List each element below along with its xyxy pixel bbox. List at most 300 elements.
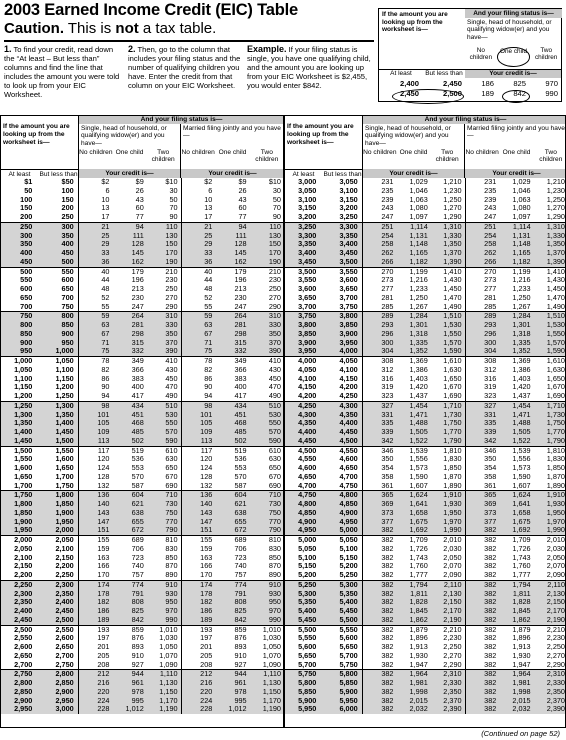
married-no-children-cell: 13 bbox=[204, 203, 213, 213]
single-one-child-cell: 927 bbox=[131, 659, 144, 669]
at-least-cell: 3,200 bbox=[298, 212, 317, 221]
at-least-cell: 3,100 bbox=[298, 194, 317, 204]
single-no-children-cell: 98 bbox=[78, 401, 112, 410]
married-no-children-cell: 382 bbox=[484, 642, 497, 651]
single-two-children-cell: 1,090 bbox=[147, 661, 181, 670]
single-two-children-cell: 1,170 bbox=[147, 697, 181, 706]
single-one-child-cell: 315 bbox=[113, 339, 147, 348]
single-two-children-cell: 650 bbox=[147, 464, 181, 473]
married-one-child-cell: 757 bbox=[234, 570, 247, 579]
single-no-children-cell: 382 bbox=[362, 670, 396, 679]
single-one-child-cell: 1,896 bbox=[409, 633, 428, 643]
instruction-example: Example. If your filing status is single, you have one qualifying child, and the amount you are looking up from your EIC Worksheet is $2,455, you would enter $842. bbox=[247, 44, 371, 90]
single-no-children-cell: 281 bbox=[381, 292, 394, 302]
single-no-children-cell: 382 bbox=[362, 616, 396, 625]
married-no-children-cell: 382 bbox=[484, 561, 497, 571]
married-no-children-cell: 235 bbox=[484, 185, 497, 195]
single-two-children-cell: 2,190 bbox=[431, 616, 465, 625]
married-no-children-cell: 201 bbox=[200, 642, 213, 651]
at-least-cell: 5,900 bbox=[284, 697, 319, 706]
married-no-children-cell: 339 bbox=[465, 428, 499, 437]
single-no-children-cell: 369 bbox=[362, 500, 396, 509]
group-single-label: Single, head of household, or qualifying widow(er) and you have— bbox=[79, 124, 181, 148]
single-one-child-cell: 1,658 bbox=[397, 509, 431, 518]
but-less-than-cell: 5,100 bbox=[319, 545, 362, 554]
single-no-children-cell: 312 bbox=[381, 364, 394, 374]
married-one-child-cell: 944 bbox=[215, 670, 249, 679]
but-less-than-cell: 1,600 bbox=[35, 455, 78, 464]
married-no-children-cell: 266 bbox=[465, 258, 499, 267]
married-one-child-cell: 808 bbox=[215, 598, 249, 607]
single-one-child-cell: 519 bbox=[113, 446, 147, 455]
married-no-children-cell: 270 bbox=[465, 267, 499, 276]
but-less-than-cell: 1,950 bbox=[35, 518, 78, 527]
married-no-children-cell: 197 bbox=[200, 633, 213, 643]
credit-header: Your credit is— bbox=[79, 169, 181, 178]
single-one-child-cell: 1,471 bbox=[397, 411, 431, 420]
married-no-children-cell: 120 bbox=[200, 454, 213, 464]
single-no-children-cell: 208 bbox=[97, 659, 110, 669]
single-no-children-cell: 308 bbox=[362, 357, 396, 366]
but-less-than-cell: 5,200 bbox=[319, 562, 362, 571]
but-less-than-cell: 2,600 bbox=[35, 634, 78, 643]
married-one-child-cell: 995 bbox=[215, 697, 249, 706]
married-one-child-cell: 927 bbox=[234, 659, 247, 669]
table-row bbox=[284, 571, 566, 580]
married-no-children-cell: 78 bbox=[181, 357, 215, 366]
married-two-children-cell: 1,030 bbox=[262, 633, 281, 643]
single-one-child-cell: 1,726 bbox=[409, 543, 428, 553]
married-one-child-cell: 1,896 bbox=[512, 633, 531, 643]
but-less-than-cell: 450 bbox=[35, 249, 78, 258]
married-one-child-cell: 876 bbox=[234, 633, 247, 643]
single-one-child-cell: 1,845 bbox=[397, 607, 431, 616]
married-columns: No children One child Two children bbox=[465, 149, 563, 163]
at-least-cell: 1,450 bbox=[0, 437, 35, 446]
married-no-children-cell: 382 bbox=[465, 598, 499, 607]
married-no-children-cell: 174 bbox=[181, 580, 215, 589]
married-one-child-cell: 1,692 bbox=[499, 526, 533, 535]
single-two-children-cell: 970 bbox=[147, 607, 181, 616]
married-one-child-cell: 417 bbox=[234, 391, 247, 400]
at-least-cell: 450 bbox=[0, 258, 35, 267]
married-two-children-cell: 2,050 bbox=[546, 552, 565, 562]
single-no-children-cell: 178 bbox=[78, 590, 112, 599]
but-less-than-cell: 4,250 bbox=[319, 392, 362, 401]
amount-label: If the amount you are looking up from the worksheet is— bbox=[284, 115, 363, 169]
married-no-children-cell: 293 bbox=[465, 321, 499, 330]
single-one-child-cell: 1,029 bbox=[409, 177, 428, 186]
married-two-children-cell: 1,830 bbox=[546, 454, 565, 464]
at-least-cell: 3,300 bbox=[284, 232, 319, 241]
single-two-children-cell: 2,370 bbox=[431, 697, 465, 706]
single-no-children-cell: 25 bbox=[78, 232, 112, 241]
but-less-than-cell: 6,000 bbox=[319, 705, 362, 714]
married-one-child-cell: 1,386 bbox=[512, 364, 531, 374]
table-row bbox=[284, 392, 566, 401]
married-one-child-cell: 1,403 bbox=[512, 373, 531, 383]
filing-status-header: And your filing status is— bbox=[363, 115, 566, 124]
married-two-children-cell: 1,510 bbox=[534, 312, 566, 321]
married-two-children-cell: 2,190 bbox=[534, 616, 566, 625]
single-two-children-cell: 2,110 bbox=[431, 580, 465, 589]
single-no-children-cell: 155 bbox=[78, 536, 112, 545]
single-one-child-cell: 944 bbox=[113, 670, 147, 679]
married-two-children-cell: 250 bbox=[268, 284, 281, 293]
but-less-than-cell: 4,600 bbox=[319, 455, 362, 464]
married-no-children-cell: 308 bbox=[465, 357, 499, 366]
continued-note: (Continued on page 52) bbox=[481, 729, 560, 738]
single-one-child-cell: 1,488 bbox=[397, 419, 431, 428]
but-less-than-cell: 3,000 bbox=[35, 705, 78, 714]
single-one-child-cell: 451 bbox=[113, 411, 147, 420]
single-two-children-cell: 630 bbox=[147, 455, 181, 464]
married-no-children-cell: 44 bbox=[204, 275, 213, 285]
single-no-children-cell: 136 bbox=[78, 491, 112, 500]
single-no-children-cell: 75 bbox=[78, 347, 112, 356]
married-no-children-cell: 350 bbox=[484, 454, 497, 464]
at-least-cell: 200 bbox=[20, 212, 33, 221]
single-two-children-cell: 1,670 bbox=[431, 383, 465, 392]
married-no-children-cell: 331 bbox=[465, 411, 499, 420]
single-one-child-cell: 553 bbox=[131, 463, 144, 472]
single-two-children-cell: 50 bbox=[147, 196, 181, 205]
married-no-children-cell: 382 bbox=[465, 616, 499, 625]
married-two-children-cell: 1,570 bbox=[534, 339, 566, 348]
range-columns: At least But less than bbox=[284, 169, 363, 178]
single-two-children-cell: 190 bbox=[147, 258, 181, 267]
example-col-no-children: No children bbox=[469, 47, 493, 61]
single-one-child-cell: 1,539 bbox=[397, 446, 431, 455]
single-one-child-cell: 1,964 bbox=[397, 670, 431, 679]
single-one-child-cell: 1,981 bbox=[397, 679, 431, 688]
example-box bbox=[378, 8, 562, 102]
single-one-child-cell: 961 bbox=[113, 679, 147, 688]
married-two-children-cell: 850 bbox=[268, 552, 281, 562]
married-one-child-cell: 1,488 bbox=[499, 419, 533, 428]
married-two-children-cell: 1,750 bbox=[534, 419, 566, 428]
at-least-cell: 1,000 bbox=[0, 357, 35, 366]
married-two-children-cell: 330 bbox=[250, 321, 284, 330]
married-two-children-cell: 230 bbox=[268, 275, 281, 285]
married-no-children-cell: 117 bbox=[181, 446, 215, 455]
married-no-children-cell: 335 bbox=[465, 419, 499, 428]
married-two-children-cell: 90 bbox=[272, 212, 281, 221]
married-no-children-cell: 101 bbox=[181, 411, 215, 420]
married-two-children-cell: 2,110 bbox=[534, 580, 566, 589]
single-two-children-cell: 750 bbox=[147, 509, 181, 518]
married-one-child-cell: 1,046 bbox=[512, 185, 531, 195]
at-least-cell: 2,300 bbox=[0, 590, 35, 599]
married-no-children-cell: 369 bbox=[465, 500, 499, 509]
but-less-than-cell: 3,350 bbox=[319, 232, 362, 241]
single-no-children-cell: 350 bbox=[381, 454, 394, 464]
but-less-than-cell: 4,300 bbox=[319, 401, 362, 410]
single-one-child-cell: 1,505 bbox=[397, 428, 431, 437]
single-two-children-cell: 1,550 bbox=[431, 330, 465, 339]
married-two-children-cell: 2,250 bbox=[546, 642, 565, 651]
single-two-children-cell: 1,730 bbox=[431, 411, 465, 420]
single-two-children-cell: 1,790 bbox=[431, 437, 465, 446]
single-one-child-cell: 417 bbox=[131, 391, 144, 400]
married-no-children-cell: 382 bbox=[465, 590, 499, 599]
single-one-child-cell: 808 bbox=[113, 598, 147, 607]
married-one-child-cell: 1,862 bbox=[499, 616, 533, 625]
but-less-than-cell: 4,850 bbox=[319, 500, 362, 509]
married-one-child-cell: 1,029 bbox=[512, 177, 531, 186]
single-no-children-cell: 231 bbox=[381, 177, 394, 186]
single-one-child-cell: 1,879 bbox=[397, 625, 431, 634]
married-one-child-cell: 961 bbox=[215, 679, 249, 688]
married-two-children-cell: 510 bbox=[250, 401, 284, 410]
married-one-child-cell: 1,216 bbox=[512, 275, 531, 285]
at-least-cell: 1,150 bbox=[14, 382, 33, 392]
married-one-child-cell: 1,743 bbox=[512, 552, 531, 562]
single-two-children-cell: 1,310 bbox=[431, 222, 465, 231]
married-no-children-cell: $2 bbox=[204, 177, 213, 186]
married-two-children-cell: 990 bbox=[250, 616, 284, 625]
caution-line: Caution. This is not a tax table. bbox=[4, 20, 217, 37]
single-no-children-cell: 197 bbox=[97, 633, 110, 643]
married-one-child-cell: 1,845 bbox=[499, 607, 533, 616]
at-least-cell: 4,900 bbox=[284, 518, 319, 527]
married-no-children-cell: 312 bbox=[484, 364, 497, 374]
single-no-children-cell: 339 bbox=[362, 428, 396, 437]
married-no-children-cell: 382 bbox=[484, 570, 497, 579]
single-no-children-cell: 143 bbox=[78, 509, 112, 518]
at-least-cell: 3,250 bbox=[284, 222, 319, 231]
married-one-child-cell: 43 bbox=[238, 194, 247, 204]
but-less-than-cell: 4,200 bbox=[319, 383, 362, 392]
single-no-children-cell: 361 bbox=[381, 480, 394, 490]
single-no-children-cell: 17 bbox=[101, 212, 110, 221]
married-no-children-cell: 36 bbox=[181, 258, 215, 267]
single-two-children-cell: 1,030 bbox=[147, 634, 181, 643]
at-least-cell: 5,050 bbox=[298, 543, 317, 553]
but-less-than-cell: 3,300 bbox=[319, 222, 362, 231]
credit-header: Your credit is— bbox=[181, 169, 284, 178]
but-less-than-cell: 5,350 bbox=[319, 590, 362, 599]
single-one-child-cell: 2,015 bbox=[397, 697, 431, 706]
married-two-children-cell: 50 bbox=[272, 194, 281, 204]
married-one-child-cell: 196 bbox=[234, 275, 247, 285]
but-less-than-cell: 3,500 bbox=[319, 258, 362, 267]
single-one-child-cell: 1,573 bbox=[409, 463, 428, 472]
at-least-cell: 650 bbox=[20, 292, 33, 302]
married-two-children-cell: 1,530 bbox=[534, 321, 566, 330]
but-less-than-cell: 5,550 bbox=[319, 625, 362, 634]
married-two-children-cell: $10 bbox=[268, 177, 281, 186]
single-one-child-cell: 1,097 bbox=[409, 212, 428, 221]
married-no-children-cell: 63 bbox=[181, 321, 215, 330]
single-no-children-cell: 212 bbox=[78, 670, 112, 679]
single-no-children-cell: 243 bbox=[381, 203, 394, 213]
but-less-than-cell: 2,250 bbox=[35, 571, 78, 580]
single-two-children-cell: 2,010 bbox=[431, 536, 465, 545]
single-one-child-cell: 1,199 bbox=[397, 267, 431, 276]
but-less-than-cell: 4,350 bbox=[319, 411, 362, 420]
example-col-two-children: Two children bbox=[534, 47, 558, 61]
married-no-children-cell: 300 bbox=[465, 339, 499, 348]
credit-header: Your credit is— bbox=[465, 169, 566, 178]
at-least-cell: 550 bbox=[20, 275, 33, 285]
married-no-children-cell: 109 bbox=[181, 428, 215, 437]
at-least-cell: 2,350 bbox=[0, 598, 35, 607]
single-no-children-cell: 67 bbox=[78, 330, 112, 339]
single-no-children-cell: 382 bbox=[362, 607, 396, 616]
single-no-children-cell: 128 bbox=[97, 471, 110, 481]
single-no-children-cell: 296 bbox=[362, 330, 396, 339]
but-less-than-cell: 900 bbox=[35, 330, 78, 339]
married-two-children-cell: 1,210 bbox=[546, 177, 565, 186]
married-one-child-cell: 1,658 bbox=[499, 509, 533, 518]
at-least-cell: 2,950 bbox=[0, 705, 35, 714]
single-no-children-cell: 170 bbox=[97, 570, 110, 579]
but-less-than-cell: 2,300 bbox=[35, 580, 78, 589]
but-less-than-cell: 2,350 bbox=[35, 590, 78, 599]
married-two-children-cell: 1,970 bbox=[534, 518, 566, 527]
married-no-children-cell: 382 bbox=[465, 536, 499, 545]
married-no-children-cell: 10 bbox=[204, 194, 213, 204]
single-no-children-cell: 382 bbox=[362, 536, 396, 545]
credit-table-left bbox=[0, 178, 284, 714]
married-two-children-cell: 2,330 bbox=[534, 679, 566, 688]
single-one-child-cell: 349 bbox=[113, 357, 147, 366]
married-two-children-cell: 1,190 bbox=[250, 705, 284, 714]
at-least-cell: 850 bbox=[0, 330, 35, 339]
married-two-children-cell: 1,350 bbox=[534, 240, 566, 249]
but-less-than-cell: 3,600 bbox=[319, 276, 362, 285]
married-one-child-cell: 1,913 bbox=[512, 642, 531, 651]
but-less-than-cell: 2,650 bbox=[35, 643, 78, 652]
but-less-than-cell: 5,950 bbox=[319, 697, 362, 706]
married-one-child-cell: 264 bbox=[215, 312, 249, 321]
single-no-children-cell: 205 bbox=[97, 650, 110, 660]
single-two-children-cell: 670 bbox=[147, 473, 181, 482]
at-least-cell: 1,050 bbox=[14, 364, 33, 374]
married-no-children-cell: 224 bbox=[181, 697, 215, 706]
table-row bbox=[0, 571, 284, 580]
married-no-children-cell: 365 bbox=[465, 491, 499, 500]
married-no-children-cell: 220 bbox=[181, 688, 215, 697]
but-less-than-cell: 3,200 bbox=[319, 204, 362, 213]
single-two-children-cell: 730 bbox=[147, 500, 181, 509]
but-less-than-cell: 1,500 bbox=[35, 437, 78, 446]
table-header-right bbox=[284, 115, 566, 177]
married-two-children-cell: 1,090 bbox=[262, 659, 281, 669]
married-no-children-cell: 143 bbox=[181, 509, 215, 518]
married-two-children-cell: 970 bbox=[250, 607, 284, 616]
single-no-children-cell: 300 bbox=[362, 339, 396, 348]
but-less-than-cell: 2,550 bbox=[35, 625, 78, 634]
married-one-child-cell: 315 bbox=[215, 339, 249, 348]
at-least-cell: 4,950 bbox=[284, 526, 319, 535]
single-one-child-cell: 111 bbox=[113, 232, 147, 241]
single-two-children-cell: 2,070 bbox=[431, 562, 465, 571]
single-one-child-cell: $9 bbox=[135, 177, 144, 186]
example-row: 2,400 2,450 186 825 970 bbox=[399, 79, 558, 88]
single-two-children-cell: 1,290 bbox=[431, 213, 465, 222]
married-one-child-cell: 213 bbox=[234, 284, 247, 293]
single-no-children-cell: 182 bbox=[78, 598, 112, 607]
at-least-cell: 4,100 bbox=[298, 373, 317, 383]
married-one-child-cell: 910 bbox=[234, 650, 247, 660]
filing-status-header: And your filing status is— bbox=[79, 115, 284, 124]
but-less-than-cell: $50 bbox=[35, 178, 78, 187]
married-no-children-cell: 178 bbox=[181, 590, 215, 599]
married-one-child-cell: 1,624 bbox=[499, 491, 533, 500]
single-one-child-cell: 1,352 bbox=[397, 347, 431, 356]
single-no-children-cell: 262 bbox=[362, 249, 396, 258]
married-two-children-cell: 750 bbox=[250, 509, 284, 518]
single-no-children-cell: 59 bbox=[78, 312, 112, 321]
married-no-children-cell: 193 bbox=[181, 625, 215, 634]
instruction-step-1: 1. To find your credit, read down the “At least – But less than” columns and find the line that includes the amount you were told to look up from your EIC Worksheet. bbox=[4, 44, 120, 99]
at-least-cell: 100 bbox=[20, 194, 33, 204]
married-one-child-cell: 145 bbox=[215, 249, 249, 258]
married-two-children-cell: 2,010 bbox=[534, 536, 566, 545]
at-least-cell: 5,350 bbox=[284, 598, 319, 607]
single-no-children-cell: 48 bbox=[101, 284, 110, 293]
but-less-than-cell: 5,900 bbox=[319, 688, 362, 697]
single-two-children-cell: 1,370 bbox=[431, 249, 465, 258]
married-one-child-cell: 60 bbox=[238, 203, 247, 213]
single-one-child-cell: 1,369 bbox=[397, 357, 431, 366]
single-no-children-cell: 29 bbox=[78, 240, 112, 249]
married-two-children-cell: 470 bbox=[268, 382, 281, 392]
single-no-children-cell: 382 bbox=[362, 679, 396, 688]
single-two-children-cell: 210 bbox=[147, 267, 181, 276]
range-columns: At least But less than bbox=[0, 169, 79, 178]
single-no-children-cell: 382 bbox=[362, 590, 396, 599]
married-no-children-cell: 140 bbox=[181, 500, 215, 509]
but-less-than-cell: 5,400 bbox=[319, 598, 362, 607]
married-one-child-cell: 1,947 bbox=[512, 659, 531, 669]
at-least-cell: 350 bbox=[0, 240, 35, 249]
at-least-cell: 800 bbox=[0, 321, 35, 330]
single-no-children-cell: 224 bbox=[78, 697, 112, 706]
single-one-child-cell: 638 bbox=[113, 509, 147, 518]
married-no-children-cell: 377 bbox=[465, 518, 499, 527]
single-one-child-cell: 723 bbox=[131, 552, 144, 562]
but-less-than-cell: 1,650 bbox=[35, 464, 78, 473]
at-least-cell: 750 bbox=[0, 312, 35, 321]
single-two-children-cell: 1,390 bbox=[431, 258, 465, 267]
single-no-children-cell: 346 bbox=[362, 446, 396, 455]
but-less-than-cell: 4,000 bbox=[319, 347, 362, 356]
married-two-children-cell: 150 bbox=[250, 240, 284, 249]
single-two-children-cell: 1,150 bbox=[147, 688, 181, 697]
single-one-child-cell: 1,607 bbox=[409, 480, 428, 490]
at-least-cell: 3,750 bbox=[284, 312, 319, 321]
married-two-children-cell: 2,150 bbox=[534, 598, 566, 607]
single-no-children-cell: 382 bbox=[362, 688, 396, 697]
but-less-than-cell: 3,150 bbox=[319, 196, 362, 205]
single-two-children-cell: 870 bbox=[147, 562, 181, 571]
married-no-children-cell: 33 bbox=[181, 249, 215, 258]
single-no-children-cell: 216 bbox=[78, 679, 112, 688]
married-one-child-cell: 706 bbox=[234, 543, 247, 553]
single-two-children-cell: 450 bbox=[147, 375, 181, 384]
single-two-children-cell: 2,350 bbox=[431, 688, 465, 697]
but-less-than-cell: 4,050 bbox=[319, 357, 362, 366]
married-one-child-cell: 1,471 bbox=[499, 411, 533, 420]
at-least-cell: 4,700 bbox=[298, 480, 317, 490]
married-one-child-cell: 774 bbox=[215, 580, 249, 589]
at-least-cell: 5,750 bbox=[284, 670, 319, 679]
but-less-than-cell: 1,850 bbox=[35, 500, 78, 509]
single-two-children-cell: 1,410 bbox=[431, 267, 465, 276]
